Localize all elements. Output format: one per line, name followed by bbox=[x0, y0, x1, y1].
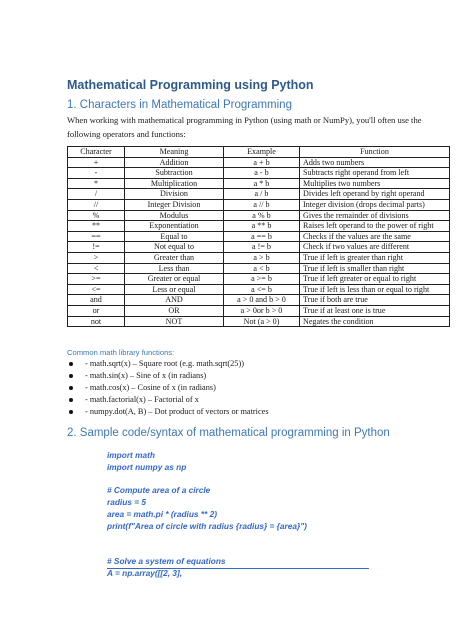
cell-meaning: Subtraction bbox=[125, 168, 224, 179]
column-header-meaning: Meaning bbox=[125, 147, 224, 158]
list-item-text: - math.sqrt(x) – Square root (e.g. math.sqrt(25)) bbox=[85, 359, 244, 368]
cell-example: a - b bbox=[224, 168, 300, 179]
cell-example: Not (a > 0) bbox=[224, 316, 300, 327]
cell-character: / bbox=[68, 189, 125, 200]
operators-table bbox=[67, 146, 450, 327]
code-line: # Compute area of a circle bbox=[107, 485, 211, 496]
table-row bbox=[68, 305, 450, 316]
cell-character: > bbox=[68, 252, 125, 263]
cell-example: a == b bbox=[224, 231, 300, 242]
list-item-text: - numpy.dot(A, B) – Dot product of vectors or matrices bbox=[85, 407, 269, 416]
cell-meaning: Less than bbox=[125, 263, 224, 274]
table-row bbox=[68, 178, 450, 189]
list-item-text: - math.factorial(x) – Factorial of x bbox=[85, 395, 199, 404]
cell-example: a ** b bbox=[224, 221, 300, 232]
section-heading-sample-code: 2. Sample code/syntax of mathematical programming in Python bbox=[67, 427, 390, 439]
table-row bbox=[68, 189, 450, 200]
cell-function: Checks if the values are the same bbox=[300, 231, 450, 242]
cell-function: Gives the remainder of divisions bbox=[300, 210, 450, 221]
cell-character: + bbox=[68, 157, 125, 168]
cell-function: Integer division (drops decimal parts) bbox=[300, 199, 450, 210]
cell-example: a != b bbox=[224, 242, 300, 253]
cell-example: a < b bbox=[224, 263, 300, 274]
cell-example: a / b bbox=[224, 189, 300, 200]
cell-function: True if left is less than or equal to right bbox=[300, 284, 450, 295]
cell-example: a > b bbox=[224, 252, 300, 263]
cell-meaning: Integer Division bbox=[125, 199, 224, 210]
cell-meaning: Division bbox=[125, 189, 224, 200]
cell-meaning: AND bbox=[125, 295, 224, 306]
cell-meaning: Exponentiation bbox=[125, 221, 224, 232]
code-line: radius = 5 bbox=[107, 497, 146, 508]
cell-character: or bbox=[68, 305, 125, 316]
column-header-example: Example bbox=[224, 147, 300, 158]
list-item bbox=[67, 358, 269, 370]
cell-function: Check if two values are different bbox=[300, 242, 450, 253]
table-row bbox=[68, 157, 450, 168]
cell-character: == bbox=[68, 231, 125, 242]
cell-example: a * b bbox=[224, 178, 300, 189]
cell-character: >= bbox=[68, 274, 125, 285]
cell-meaning: OR bbox=[125, 305, 224, 316]
cell-example: a > 0 and b > 0 bbox=[224, 295, 300, 306]
cell-function: Adds two numbers bbox=[300, 157, 450, 168]
column-header-character: Character bbox=[68, 147, 125, 158]
cell-character: <= bbox=[68, 284, 125, 295]
code-block bbox=[107, 450, 307, 580]
list-item-text: - math.cos(x) – Cosine of x (in radians) bbox=[85, 383, 216, 392]
cell-function: True if at least one is true bbox=[300, 305, 450, 316]
cell-function: Raises left operand to the power of right bbox=[300, 221, 450, 232]
table-row bbox=[68, 274, 450, 285]
list-item bbox=[67, 406, 269, 418]
cell-function: True if both are true bbox=[300, 295, 450, 306]
code-line: A = np.array([[2, 3], bbox=[107, 567, 183, 578]
bullet-icon bbox=[69, 410, 73, 414]
cell-character: < bbox=[68, 263, 125, 274]
cell-example: a > 0or b > 0 bbox=[224, 305, 300, 316]
section-heading-characters: 1. Characters in Mathematical Programming bbox=[67, 99, 292, 111]
table-row bbox=[68, 284, 450, 295]
column-header-function: Function bbox=[300, 147, 450, 158]
cell-function: True if left is smaller than right bbox=[300, 263, 450, 274]
cell-meaning: Addition bbox=[125, 157, 224, 168]
bullet-icon bbox=[69, 362, 73, 366]
cell-meaning: Greater or equal bbox=[125, 274, 224, 285]
table-row bbox=[68, 199, 450, 210]
code-underline-divider bbox=[107, 568, 369, 569]
cell-example: a + b bbox=[224, 157, 300, 168]
cell-character: != bbox=[68, 242, 125, 253]
bullet-icon bbox=[69, 398, 73, 402]
cell-meaning: NOT bbox=[125, 316, 224, 327]
table-row bbox=[68, 221, 450, 232]
cell-meaning: Not equal to bbox=[125, 242, 224, 253]
cell-function: Divides left operand by right operand bbox=[300, 189, 450, 200]
list-item bbox=[67, 394, 269, 406]
code-line: import numpy as np bbox=[107, 461, 187, 472]
list-item-text: - math.sin(x) – Sine of x (in radians) bbox=[85, 371, 207, 380]
cell-function: Subtracts right operand from left bbox=[300, 168, 450, 179]
library-functions-list bbox=[67, 358, 269, 418]
code-line: print(f"Area of circle with radius {radius} = {area}") bbox=[107, 520, 307, 531]
table-row bbox=[68, 316, 450, 327]
code-line bbox=[107, 544, 307, 556]
cell-character: and bbox=[68, 295, 125, 306]
cell-character: ** bbox=[68, 221, 125, 232]
cell-meaning: Greater than bbox=[125, 252, 224, 263]
cell-example: a // b bbox=[224, 199, 300, 210]
cell-character: - bbox=[68, 168, 125, 179]
table-header-row bbox=[68, 147, 450, 158]
cell-meaning: Equal to bbox=[125, 231, 224, 242]
cell-character: % bbox=[68, 210, 125, 221]
cell-character: // bbox=[68, 199, 125, 210]
intro-paragraph: When working with mathematical programming in Python (using math or NumPy), you'll often use the following operators and functions: bbox=[67, 115, 422, 139]
cell-character: not bbox=[68, 316, 125, 327]
code-line: # Solve a system of equations bbox=[107, 556, 226, 567]
document-title: Mathematical Programming using Python bbox=[67, 78, 314, 92]
code-line bbox=[107, 533, 307, 545]
cell-meaning: Modulus bbox=[125, 210, 224, 221]
list-item bbox=[67, 370, 269, 382]
cell-meaning: Less or equal bbox=[125, 284, 224, 295]
cell-example: a >= b bbox=[224, 274, 300, 285]
cell-function: True if left is greater than right bbox=[300, 252, 450, 263]
table-row bbox=[68, 210, 450, 221]
table-row bbox=[68, 263, 450, 274]
cell-meaning: Multiplication bbox=[125, 178, 224, 189]
table-row bbox=[68, 231, 450, 242]
library-functions-heading: Common math library functions: bbox=[67, 348, 175, 357]
cell-function: Multiplies two numbers bbox=[300, 178, 450, 189]
cell-example: a <= b bbox=[224, 284, 300, 295]
code-line: area = math.pi * (radius ** 2) bbox=[107, 508, 217, 519]
table-row bbox=[68, 252, 450, 263]
cell-function: Negates the condition bbox=[300, 316, 450, 327]
cell-example: a % b bbox=[224, 210, 300, 221]
table-row bbox=[68, 295, 450, 306]
code-line bbox=[107, 474, 307, 486]
cell-character: * bbox=[68, 178, 125, 189]
bullet-icon bbox=[69, 386, 73, 390]
bullet-icon bbox=[69, 374, 73, 378]
table-row bbox=[68, 168, 450, 179]
cell-function: True if left greater or equal to right bbox=[300, 274, 450, 285]
list-item bbox=[67, 382, 269, 394]
table-row bbox=[68, 242, 450, 253]
code-line: import math bbox=[107, 450, 155, 460]
